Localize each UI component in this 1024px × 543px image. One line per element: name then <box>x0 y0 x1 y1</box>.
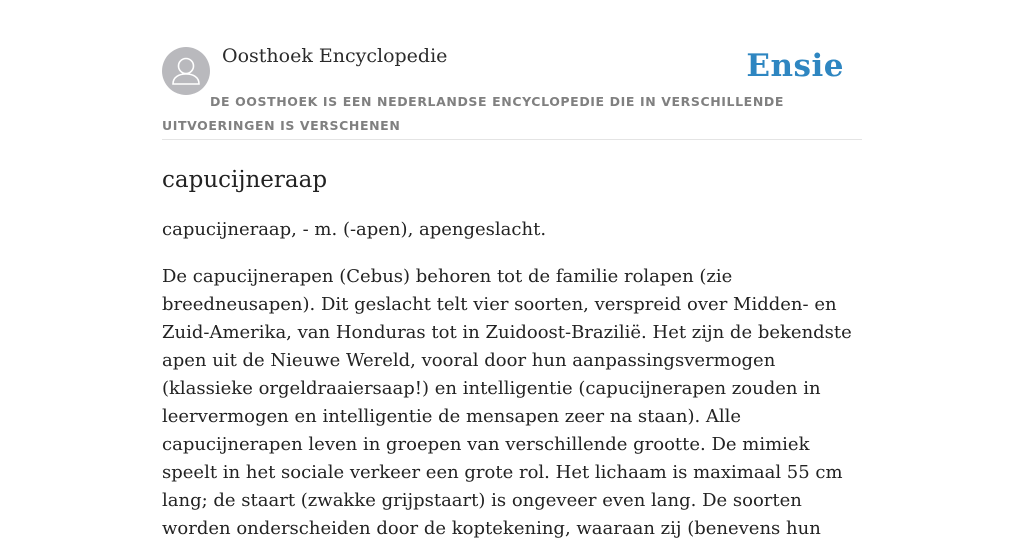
content-column <box>162 0 862 543</box>
article-body: De capucijnerapen (Cebus) behoren tot de familie rolapen (zie breedneusapen). Dit geslacht telt vier soorten, verspreid over Midden- en Zuid-Amerika, van Honduras tot in Zuidoost-Brazilië. Het zijn de bekendste apen uit de Nieuwe Wereld, vooral door hun aanpassingsvermogen (klassieke orgeldraaiersaap!) en intelligentie (capucijnerapen zouden in leervermogen en intelligentie de mensapen zeer na staan). Alle capucijnerapen leven in groepen van verschillende grootte. De mimiek speelt in het sociale verkeer een grote rol. Het lichaam is maximaal 55 cm lang; de staart (zwakke grijpstaart) is ongeveer even lang. De soorten worden onderscheiden door de koptekening, waaraan zij (benevens hun <box>162 266 852 539</box>
header <box>162 0 862 140</box>
brand-logo[interactable]: Ensie <box>746 48 844 84</box>
site-tagline: DE OOSTHOEK IS EEN NEDERLANDSE ENCYCLOPEDIE DIE IN VERSCHILLENDE UITVOERINGEN IS VERSCHENEN <box>162 94 784 133</box>
site-name[interactable]: Oosthoek Encyclopedie <box>222 45 448 67</box>
user-avatar-icon[interactable] <box>162 47 210 95</box>
article-subtitle: capucijneraap, - m. (-apen), apengeslacht. <box>162 219 547 240</box>
page-title: capucijneraap <box>162 167 328 193</box>
